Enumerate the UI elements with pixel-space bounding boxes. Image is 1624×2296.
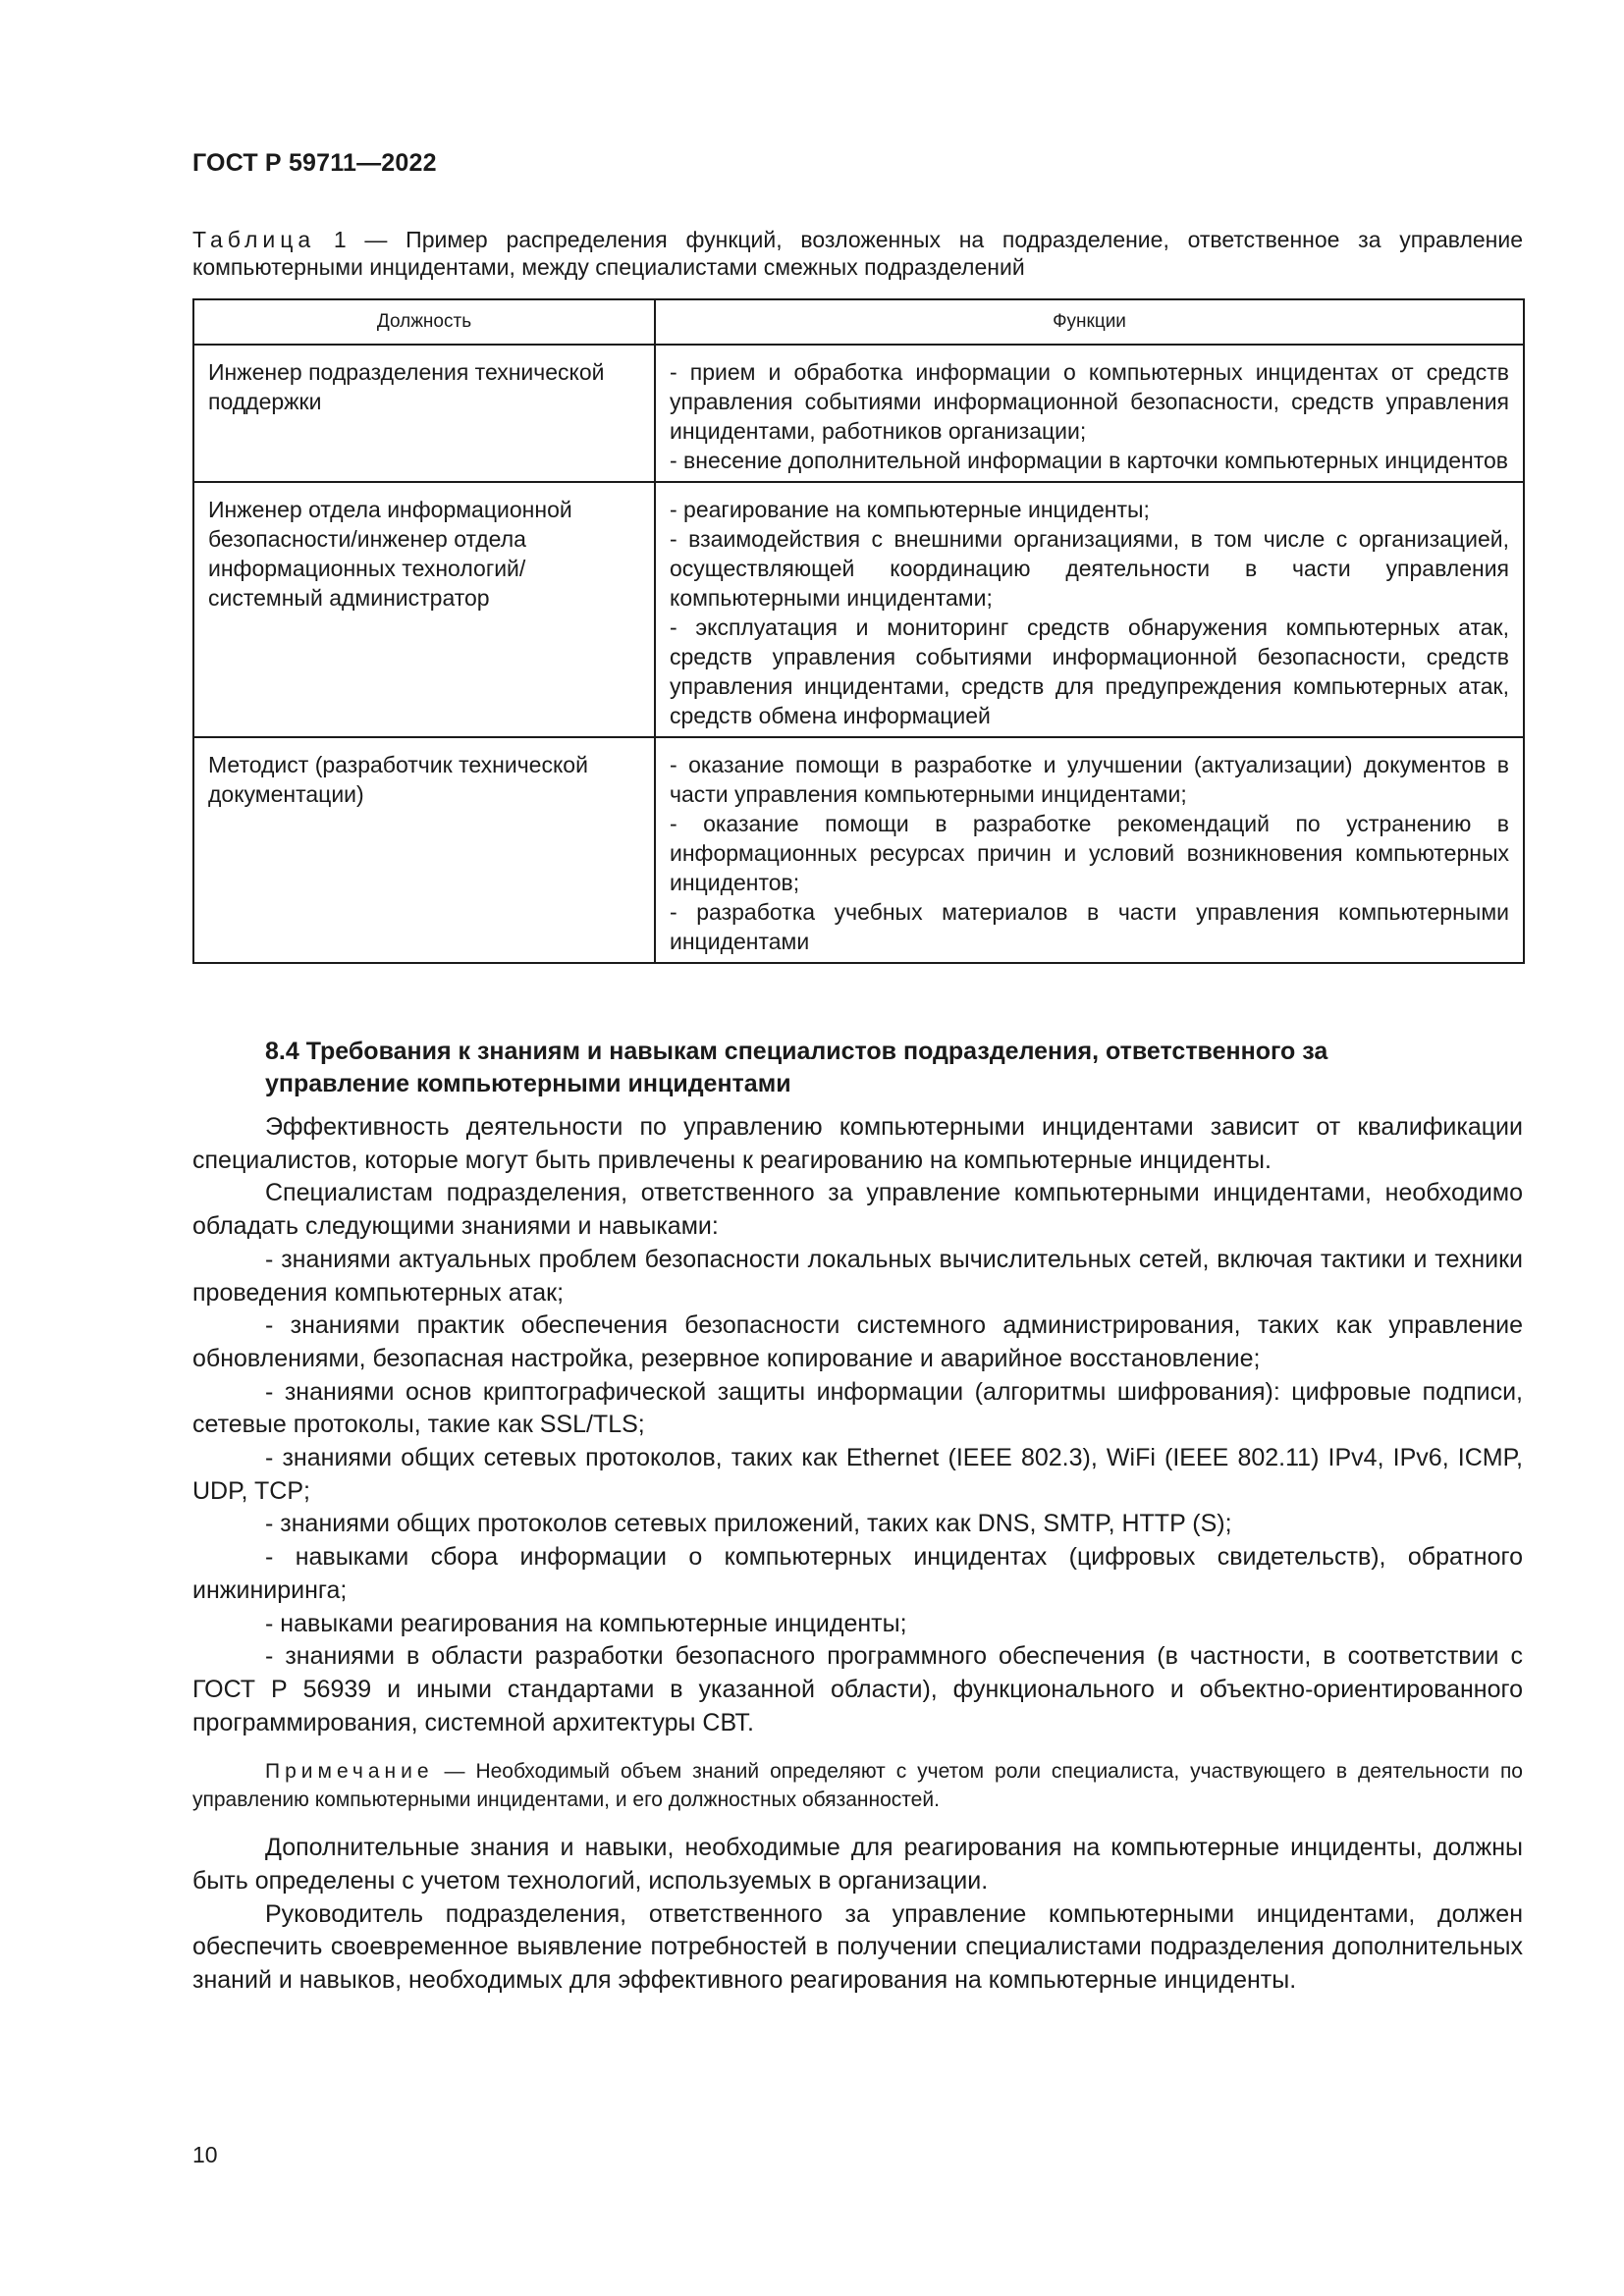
function-item: - разработка учебных материалов в части управления компьютерными инцидентами	[670, 899, 1509, 954]
table-row	[193, 345, 1524, 482]
table-cell-position: Методист (разработчик технической документации)	[193, 737, 655, 963]
list-item: - знаниями общих сетевых протоколов, таких как Ethernet (IEEE 802.3), WiFi (IEEE 802.11) IPv4, IPv6, ICMP, UDP, TCP;	[192, 1444, 1523, 1505]
table-caption	[192, 226, 1523, 281]
paragraph: Дополнительные знания и навыки, необходимые для реагирования на компьютерные инциденты, должны быть определены с учетом технологий, используемых в организации.	[192, 1834, 1523, 1896]
table-cell-functions	[655, 737, 1524, 963]
table-caption-text: 1 — Пример распределения функций, возложенных на подразделение, ответственное за управление компьютерными инцидентами, между специалистами смежных подразделений	[192, 227, 1523, 280]
list-item: - знаниями в области разработки безопасного программного обеспечения (в частности, в соответствии с ГОСТ Р 56939 и иными стандартами в указанной области), функционального и объектно-ориентированного программирования, системной архитектуры СВТ.	[192, 1642, 1523, 1736]
table-row	[193, 737, 1524, 963]
table-cell-functions	[655, 345, 1524, 482]
function-item: - оказание помощи в разработке и улучшении (актуализации) документов в части управления компьютерными инцидентами;	[670, 752, 1509, 807]
note-text: — Необходимый объем знаний определяют с учетом роли специалиста, участвующего в деятельности по управлению компьютерными инцидентами, и его должностных обязанностей.	[192, 1760, 1523, 1812]
section-heading: 8.4 Требования к знаниям и навыкам специалистов подразделения, ответственного за управление компьютерными инцидентами	[265, 1038, 1328, 1097]
paragraph: Эффективность деятельности по управлению компьютерными инцидентами зависит от квалификации специалистов, которые могут быть привлечены к реагированию на компьютерные инциденты.	[192, 1113, 1523, 1174]
table-row	[193, 482, 1524, 737]
page-number: 10	[192, 2142, 218, 2167]
function-item: - прием и обработка информации о компьютерных инцидентах от средств управления событиями информационной безопасности, средств управления инцидентами, работников организации;	[670, 359, 1509, 444]
function-item: - взаимодействия с внешними организациями, в том числе с организацией, осуществляющей координацию деятельности в части управления компьютерными инцидентами;	[670, 526, 1509, 611]
paragraph: Специалистам подразделения, ответственного за управление компьютерными инцидентами, необходимо обладать следующими знаниями и навыками:	[192, 1179, 1523, 1241]
list-item: - знаниями практик обеспечения безопасности системного администрирования, таких как управление обновлениями, безопасная настройка, резервное копирование и аварийное восстановление;	[192, 1311, 1523, 1372]
function-item: - оказание помощи в разработке рекомендаций по устранению в информационных ресурсах причин и условий возникновения компьютерных инцидентов;	[670, 811, 1509, 895]
function-item: - реагирование на компьютерные инциденты;	[670, 497, 1150, 522]
section-body	[192, 1111, 1523, 1998]
standard-header: ГОСТ Р 59711—2022	[192, 149, 437, 177]
list-item: - навыками сбора информации о компьютерных инцидентах (цифровых свидетельств), обратного инжиниринга;	[192, 1543, 1523, 1604]
list-item: - знаниями актуальных проблем безопасности локальных вычислительных сетей, включая тактики и техники проведения компьютерных атак;	[192, 1245, 1523, 1307]
function-item: - эксплуатация и мониторинг средств обнаружения компьютерных атак, средств управления событиями информационной безопасности, средств управления инцидентами, средств для предупреждения компьютерных атак, средств обмена информацией	[670, 614, 1509, 728]
list-item: - знаниями общих протоколов сетевых приложений, таких как DNS, SMTP, HTTP (S);	[265, 1510, 1232, 1538]
paragraph: Руководитель подразделения, ответственного за управление компьютерными инцидентами, должен обеспечить своевременное выявление потребностей в получении специалистами подразделения дополнительных знаний и навыков, необходимых для эффективного реагирования на компьютерные инциденты.	[192, 1899, 1523, 1995]
table-caption-label: Таблица	[192, 227, 316, 252]
note	[192, 1757, 1523, 1814]
functions-table	[192, 298, 1525, 964]
column-header-functions: Функции	[655, 299, 1524, 345]
function-item: - внесение дополнительной информации в карточки компьютерных инцидентов	[670, 448, 1509, 473]
table-cell-position: Инженер отдела информационной безопасности/инженер отдела информационных технологий/системный администратор	[193, 482, 655, 737]
list-item: - знаниями основ криптографической защиты информации (алгоритмы шифрования): цифровые подписи, сетевые протоколы, такие как SSL/TLS;	[192, 1377, 1523, 1439]
table-cell-position: Инженер подразделения технической поддержки	[193, 345, 655, 482]
list-item: - навыками реагирования на компьютерные инциденты;	[265, 1609, 907, 1637]
table-cell-functions	[655, 482, 1524, 737]
table-header-row	[193, 299, 1524, 345]
note-label: Примечание	[265, 1760, 434, 1784]
column-header-position: Должность	[193, 299, 655, 345]
